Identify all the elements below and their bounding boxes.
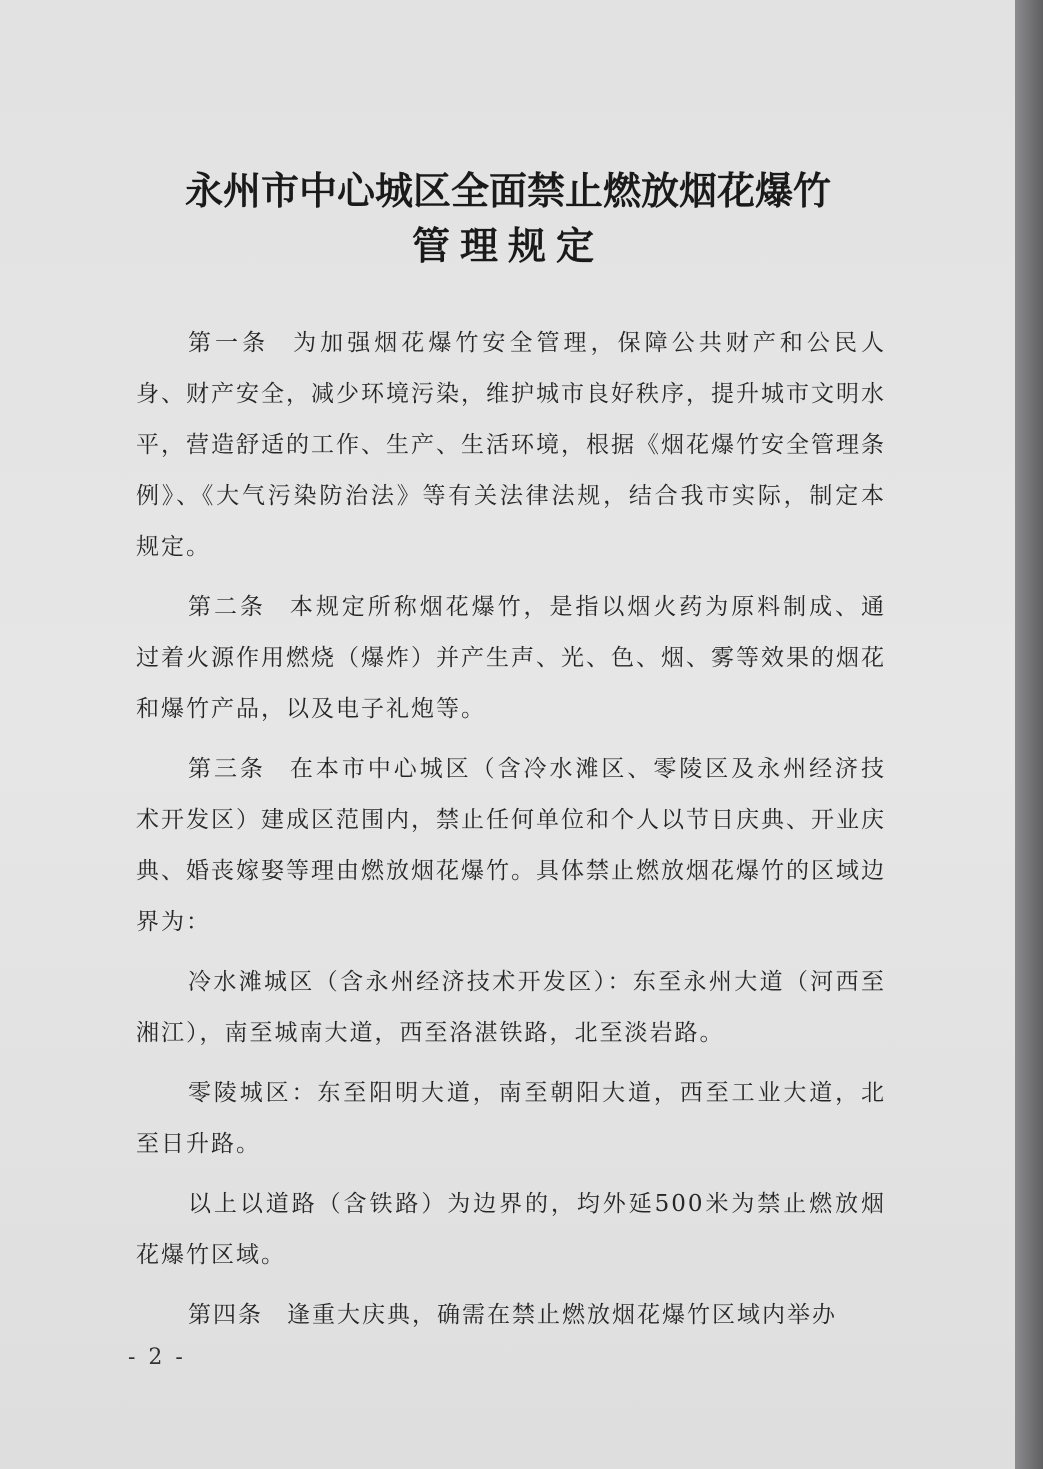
paragraph-text: 为加强烟花爆竹安全管理，保障公共财产和公民人身、财产安全，减少环境污染，维护城市良好秩序，提升城市文明水平，营造舒适的工作、生产、生活环境，根据《烟花爆竹安全管理条例》、《大气污染防治法》等有关法律法规，结合我市实际，制定本规定。 (136, 330, 886, 560)
document-title-line1: 永州市中心城区全面禁止燃放烟花爆竹 (184, 168, 831, 213)
paragraph-text: 在本市中心城区（含冷水滩区、零陵区及永州经济技术开发区）建成区范围内，禁止任何单位和个人以节日庆典、开业庆典、婚丧嫁娶等理由燃放烟花爆竹。具体禁止燃放烟花爆竹的区域边界为： (136, 756, 887, 935)
article-heading: 第四条 (188, 1302, 263, 1328)
paragraph-extension-note (136, 1179, 886, 1281)
paragraph-text: 冷水滩城区（含永州经济技术开发区）：东至永州大道（河西至湘江），南至城南大道，西至洛湛铁路，北至淡岩路。 (136, 969, 886, 1046)
article-heading: 第三条 (188, 756, 266, 782)
paragraph-article-2 (136, 582, 886, 735)
article-heading: 第一条 (188, 330, 270, 356)
paragraph-text: 以上以道路（含铁路）为边界的，均外延500米为禁止燃放烟花爆竹区域。 (136, 1191, 886, 1268)
paragraph-lengshuitan-boundary (136, 957, 886, 1059)
paragraph-article-4 (136, 1290, 886, 1341)
paragraph-text: 逢重大庆典，确需在禁止燃放烟花爆竹区域内举办 (287, 1302, 837, 1328)
paragraph-text: 零陵城区：东至阳明大道，南至朝阳大道，西至工业大道，北至日升路。 (136, 1080, 886, 1157)
article-heading: 第二条 (188, 594, 266, 620)
page-number: - 2 - (128, 1345, 186, 1370)
paragraph-article-1 (136, 318, 886, 573)
document-body (136, 318, 886, 1350)
binder-edge (1015, 0, 1043, 1469)
paragraph-lingling-boundary (136, 1068, 886, 1170)
paragraph-text: 本规定所称烟花爆竹，是指以烟火药为原料制成、通过着火源作用燃烧（爆炸）并产生声、光、色、烟、雾等效果的烟花和爆竹产品，以及电子礼炮等。 (136, 594, 887, 722)
document-title-line2: 管理规定 (411, 223, 604, 268)
paragraph-article-3 (136, 744, 886, 948)
